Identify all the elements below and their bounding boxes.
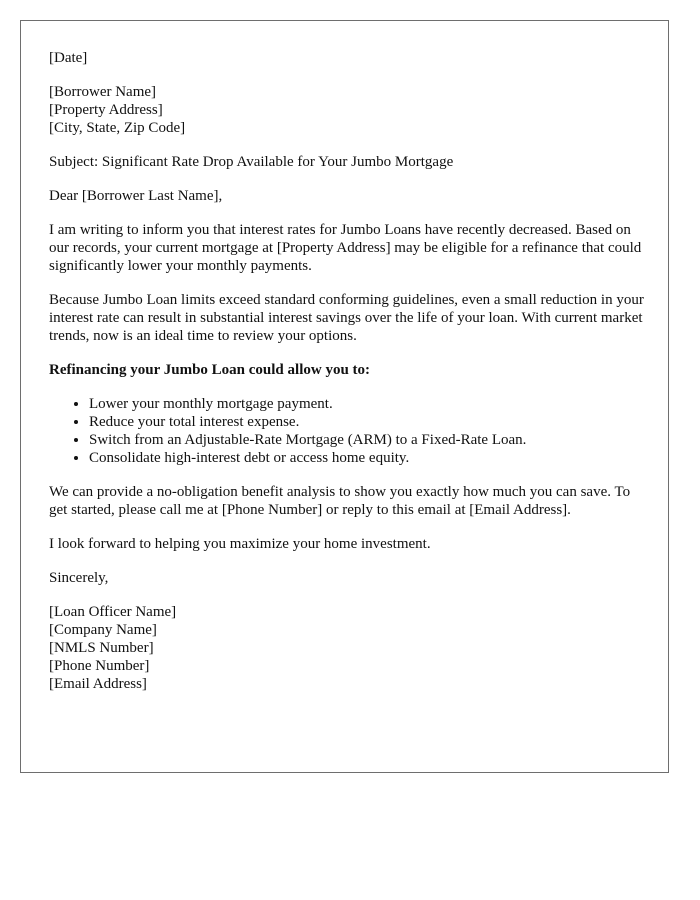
benefit-item: • Reduce your total interest expense.	[89, 413, 648, 431]
benefit-item: • Consolidate high-interest debt or access home equity.	[89, 449, 648, 467]
sign-off: Sincerely,	[49, 570, 109, 586]
recipient-city-state-zip: [City, State, Zip Code]	[49, 120, 186, 136]
benefits-heading: Refinancing your Jumbo Loan could allow you to:	[49, 362, 371, 378]
recipient-address: [Property Address]	[49, 102, 163, 118]
body-paragraph: Because Jumbo Loan limits exceed standard conforming guidelines, even a small reduction in your interest rate can result in substantial interest savings over the life of your loan. With current market trends, now is an ideal time to review your options.	[49, 292, 644, 344]
signature-company: [Company Name]	[49, 622, 157, 638]
letter-date: [Date]	[49, 50, 88, 66]
signature-officer-name: [Loan Officer Name]	[49, 604, 177, 620]
letter-subject: Subject: Significant Rate Drop Available for Your Jumbo Mortgage	[49, 154, 454, 170]
call-to-action-paragraph: We can provide a no-obligation benefit analysis to show you exactly how much you can save. To get started, please call me at [Phone Number] or reply to this email at [Email Address].	[49, 484, 631, 518]
signature-nmls: [NMLS Number]	[49, 640, 154, 656]
signature-block	[49, 603, 648, 693]
benefit-item: • Switch from an Adjustable-Rate Mortgage (ARM) to a Fixed-Rate Loan.	[89, 431, 648, 449]
benefits-list	[49, 395, 648, 467]
recipient-name: [Borrower Name]	[49, 84, 157, 100]
body-paragraph: I am writing to inform you that interest rates for Jumbo Loans have recently decreased. Based on our records, your current mortgage at [Property Address] may be eligible for a refinance that could significantly lower your monthly payments.	[49, 222, 642, 274]
signature-phone: [Phone Number]	[49, 658, 150, 674]
letter-salutation: Dear [Borrower Last Name],	[49, 188, 223, 204]
recipient-block	[49, 83, 648, 137]
signature-email: [Email Address]	[49, 676, 147, 692]
letter-page	[20, 20, 669, 773]
benefit-item: • Lower your monthly mortgage payment.	[89, 395, 648, 413]
closing-remark: I look forward to helping you maximize your home investment.	[49, 536, 431, 552]
